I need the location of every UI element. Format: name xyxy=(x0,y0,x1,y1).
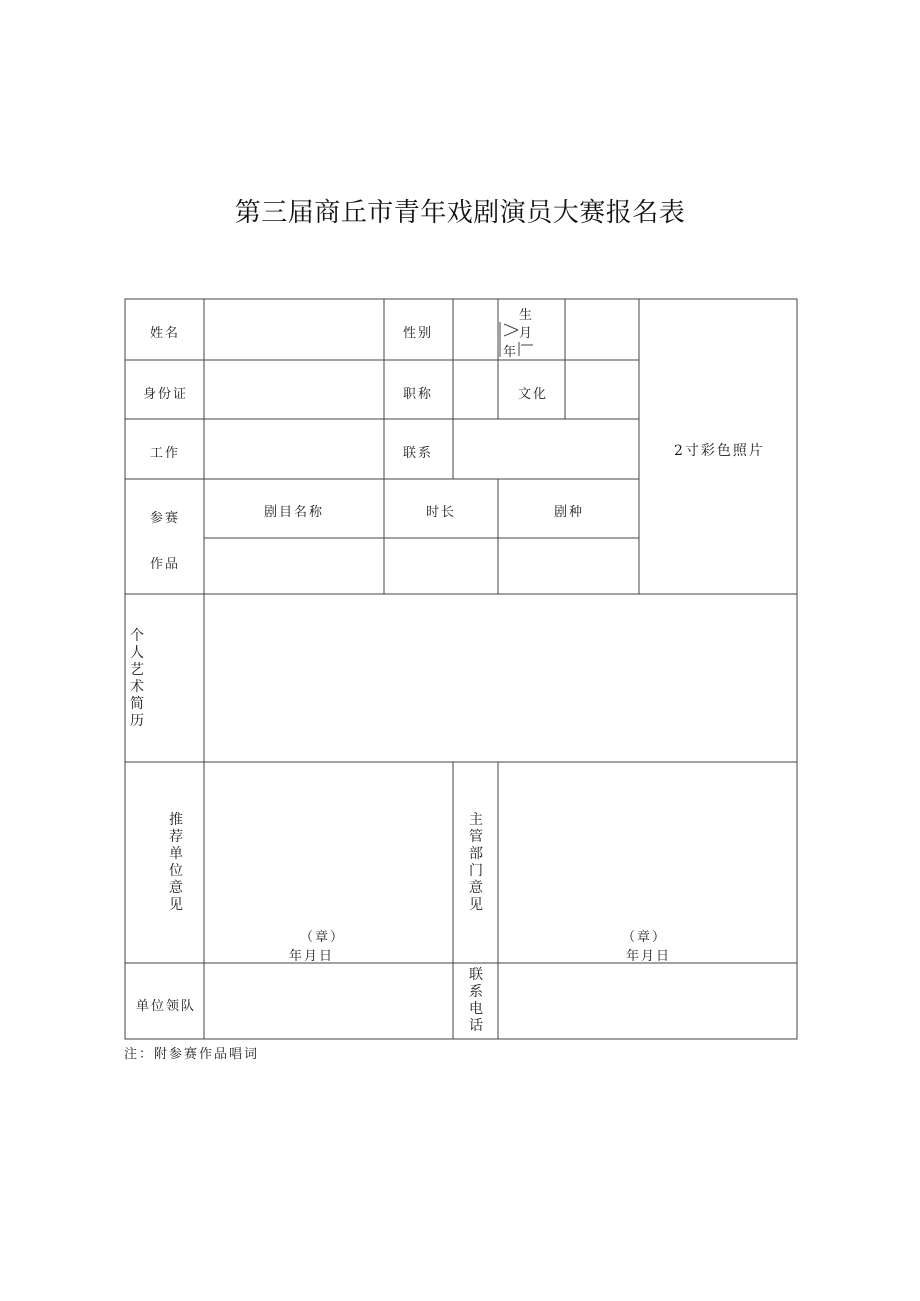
duration-field[interactable] xyxy=(385,539,497,593)
leader-field[interactable] xyxy=(205,964,452,1038)
id-field[interactable] xyxy=(205,361,383,418)
entry-label-2: 作品 xyxy=(150,557,181,572)
footnote: 注：附参赛作品唱词 xyxy=(124,1047,260,1062)
dept-field[interactable] xyxy=(499,763,796,923)
contact-label: 联系 xyxy=(403,446,434,461)
play-name-field[interactable] xyxy=(205,539,383,593)
leader-label: 单位领队 xyxy=(136,999,197,1014)
birth-char-2: 月 xyxy=(519,326,535,341)
birth-char-1: 生 xyxy=(519,308,535,323)
name-field[interactable] xyxy=(205,300,383,359)
work-field[interactable] xyxy=(205,420,383,478)
education-field[interactable] xyxy=(566,361,638,418)
gender-label: 性别 xyxy=(403,326,434,341)
birth-char-3: 年 xyxy=(503,345,519,360)
resume-field[interactable] xyxy=(205,595,796,761)
birth-field[interactable] xyxy=(566,300,638,359)
work-label: 工作 xyxy=(150,446,181,461)
phone-field[interactable] xyxy=(499,964,796,1038)
dept-date: 年月日 xyxy=(626,949,672,964)
recommend-seal: （章） xyxy=(300,930,346,945)
dept-seal: （章） xyxy=(622,930,668,945)
recommend-field[interactable] xyxy=(205,763,452,923)
dept-label: 主管部门意见 xyxy=(469,812,483,913)
page-title: 第三届商丘市青年戏剧演员大赛报名表 xyxy=(234,198,686,228)
title-field[interactable] xyxy=(454,361,497,418)
phone-label: 联系电话 xyxy=(469,967,483,1034)
title-label: 职称 xyxy=(403,387,434,402)
name-label: 姓名 xyxy=(150,326,181,341)
play-name-header: 剧目名称 xyxy=(264,505,325,520)
duration-header: 时长 xyxy=(426,505,457,520)
contact-field[interactable] xyxy=(454,420,638,478)
resume-label: 个人艺术简历 xyxy=(130,628,144,729)
id-label: 身份证 xyxy=(143,387,189,402)
genre-header: 剧种 xyxy=(554,505,585,520)
recommend-label: 推荐单位意见 xyxy=(169,812,183,913)
photo-placeholder: 2寸彩色照片 xyxy=(674,443,765,459)
recommend-date: 年月日 xyxy=(289,949,335,964)
education-label: 文化 xyxy=(518,387,549,402)
entry-label-1: 参赛 xyxy=(150,511,181,526)
genre-field[interactable] xyxy=(499,539,638,593)
gender-field[interactable] xyxy=(454,300,497,359)
